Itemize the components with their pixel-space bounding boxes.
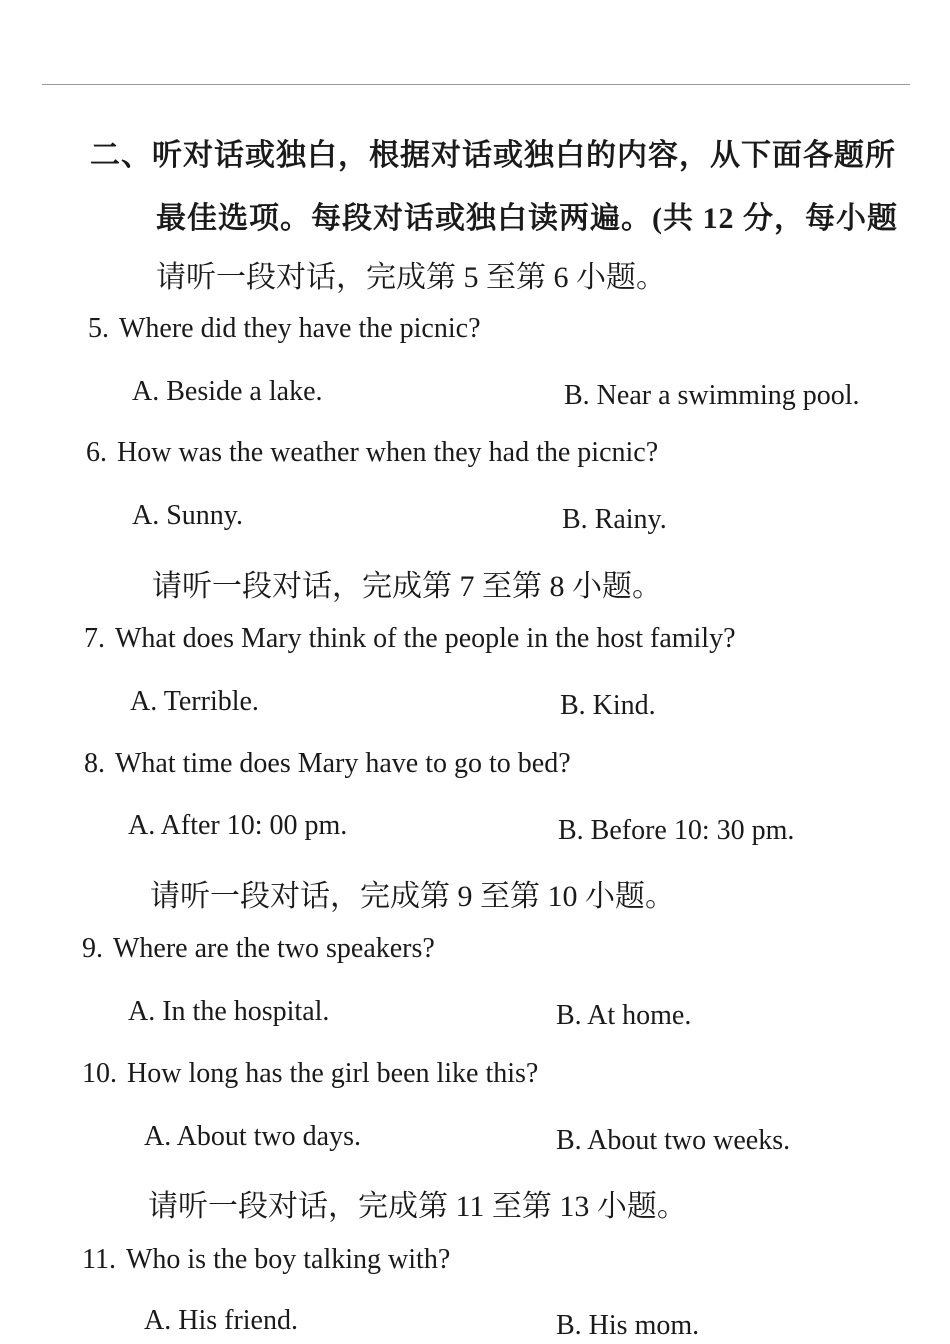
question-text: What does Mary think of the people in the host family? xyxy=(115,623,736,654)
option-10b: B. About two weeks. xyxy=(556,1125,791,1156)
option-11b: B. His mom. xyxy=(556,1310,700,1341)
question-text: How was the weather when they had the picnic? xyxy=(117,437,659,468)
question-text: How long has the girl been like this? xyxy=(127,1058,539,1089)
question-text: Where are the two speakers? xyxy=(113,933,435,964)
question-11 xyxy=(82,1244,450,1276)
option-7a: A. Terrible. xyxy=(130,686,259,717)
instruction-4: 请听一段对话，完成第 11 至第 13 小题。 xyxy=(148,1190,687,1223)
option-9a: A. In the hospital. xyxy=(128,996,330,1027)
question-number: 9. xyxy=(82,933,103,964)
instruction-2: 请听一段对话，完成第 7 至第 8 小题。 xyxy=(152,570,662,603)
question-6 xyxy=(86,437,658,469)
option-5a: A. Beside a lake. xyxy=(132,376,323,407)
question-text: Where did they have the picnic? xyxy=(119,313,481,344)
section-title-line-2: 最佳选项。每段对话或独白读两遍。(共 12 分，每小题 xyxy=(156,202,898,235)
header-rule xyxy=(42,84,910,85)
instruction-3: 请听一段对话，完成第 9 至第 10 小题。 xyxy=(150,880,675,913)
question-7 xyxy=(84,623,736,655)
option-9b: B. At home. xyxy=(556,1000,692,1031)
question-number: 10. xyxy=(82,1058,117,1089)
question-number: 11. xyxy=(82,1244,116,1275)
section-title-line-1: 二、听对话或独白，根据对话或独白的内容，从下面各题所 xyxy=(90,139,896,172)
option-7b: B. Kind. xyxy=(560,690,656,721)
option-8a: A. After 10: 00 pm. xyxy=(128,810,348,841)
question-text: Who is the boy talking with? xyxy=(125,1244,451,1275)
option-11a: A. His friend. xyxy=(144,1305,298,1336)
question-8 xyxy=(84,748,571,780)
instruction-1: 请听一段对话，完成第 5 至第 6 小题。 xyxy=(156,261,666,294)
question-9 xyxy=(82,933,435,965)
question-number: 7. xyxy=(84,623,105,654)
option-10a: A. About two days. xyxy=(144,1121,361,1152)
option-5b: B. Near a swimming pool. xyxy=(564,380,860,411)
question-number: 8. xyxy=(84,748,105,779)
question-10 xyxy=(82,1058,538,1090)
question-text: What time does Mary have to go to bed? xyxy=(115,748,571,779)
question-number: 5. xyxy=(88,313,109,344)
option-6b: B. Rainy. xyxy=(562,504,667,535)
option-6a: A. Sunny. xyxy=(132,500,243,531)
question-number: 6. xyxy=(86,437,107,468)
question-5 xyxy=(88,313,481,345)
option-8b: B. Before 10: 30 pm. xyxy=(558,815,795,846)
